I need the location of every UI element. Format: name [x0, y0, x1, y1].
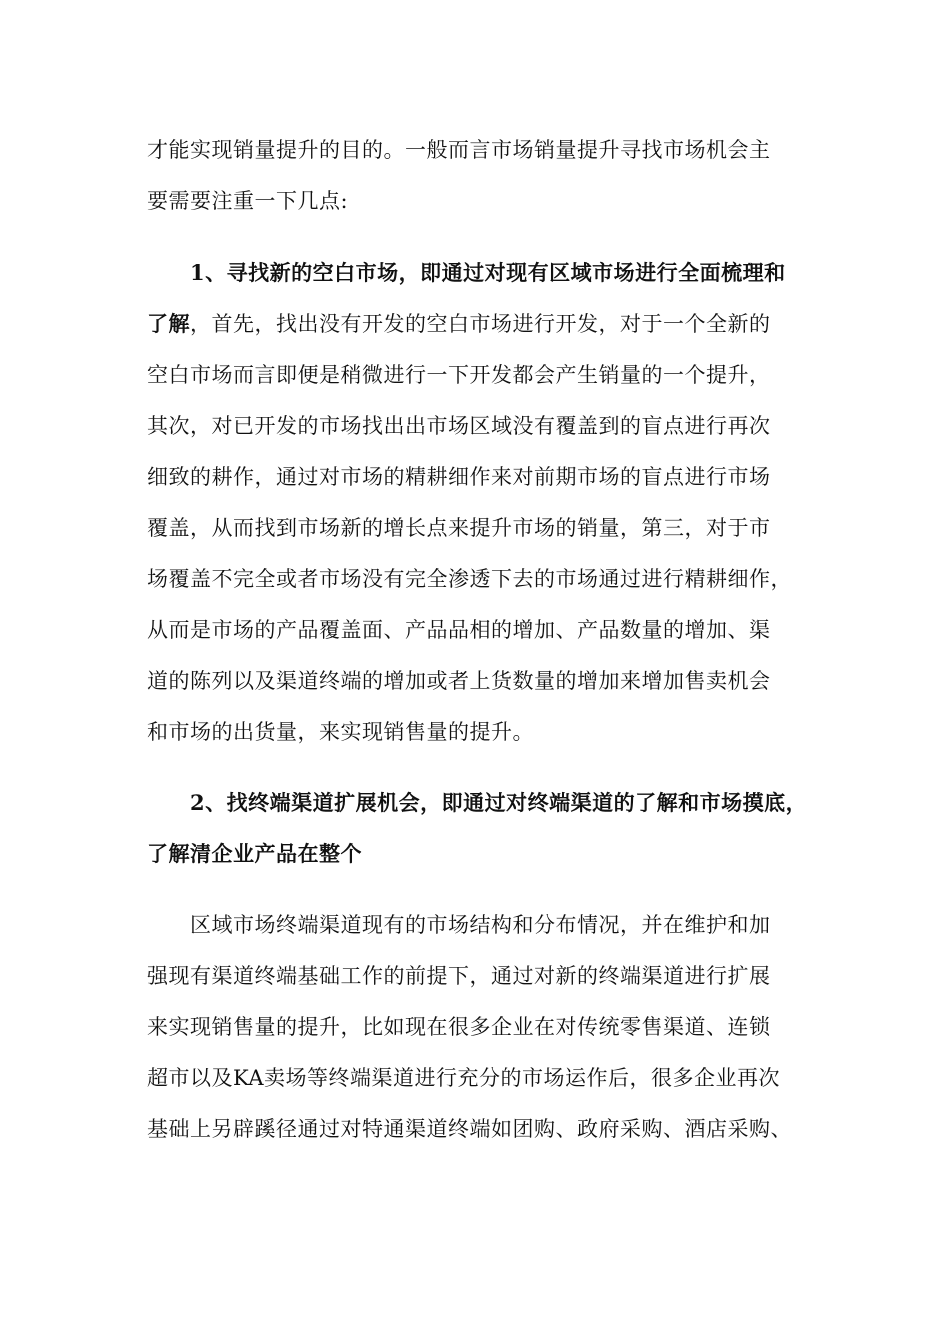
section1-heading: 1、寻找新的空白市场，即通过对现有区域市场进行全面梳理和: [190, 260, 786, 285]
section2-body-line: 超市以及KA卖场等终端渠道进行充分的市场运作后，很多企业再次: [147, 1066, 781, 1090]
section1-body-line: 覆盖，从而找到市场新的增长点来提升市场的销量，第三，对于市: [147, 516, 771, 540]
section1-body-line: 从而是市场的产品覆盖面、产品品相的增加、产品数量的增加、渠: [147, 618, 771, 642]
section2-heading: 2、找终端渠道扩展机会，即通过对终端渠道的了解和市场摸底，: [190, 790, 808, 815]
section2-body-line: 区域市场终端渠道现有的市场结构和分布情况，并在维护和加: [190, 913, 771, 937]
section1-heading-end: 了解: [147, 311, 190, 336]
section1-text: ，首先，找出没有开发的空白市场进行开发，对于一个全新的: [190, 312, 771, 336]
intro-line-1: 才能实现销量提升的目的。一般而言市场销量提升寻找市场机会主: [147, 138, 771, 162]
section2-heading-continuation: 了解清企业产品在整个: [147, 841, 362, 866]
section2-body-line: 基础上另辟蹊径通过对特通渠道终端如团购、政府采购、酒店采购、: [147, 1117, 792, 1141]
section1-body-line: 细致的耕作，通过对市场的精耕细作来对前期市场的盲点进行市场: [147, 465, 771, 489]
section2-body-line: 来实现销售量的提升，比如现在很多企业在对传统零售渠道、连锁: [147, 1015, 771, 1039]
section1-body-line: 场覆盖不完全或者市场没有完全渗透下去的市场通过进行精耕细作，: [147, 567, 792, 591]
section2-body-line: 强现有渠道终端基础工作的前提下，通过对新的终端渠道进行扩展: [147, 964, 771, 988]
section1-heading-continuation: [147, 307, 827, 341]
intro-line-2: 要需要注重一下几点:: [147, 189, 349, 213]
section1-body-line: 其次，对已开发的市场找出出市场区域没有覆盖到的盲点进行再次: [147, 414, 771, 438]
section1-body-line: 和市场的出货量，来实现销售量的提升。: [147, 720, 534, 744]
section1-body-line: 空白市场而言即便是稍微进行一下开发都会产生销量的一个提升，: [147, 363, 771, 387]
section1-body-line: 道的陈列以及渠道终端的增加或者上货数量的增加来增加售卖机会: [147, 669, 771, 693]
